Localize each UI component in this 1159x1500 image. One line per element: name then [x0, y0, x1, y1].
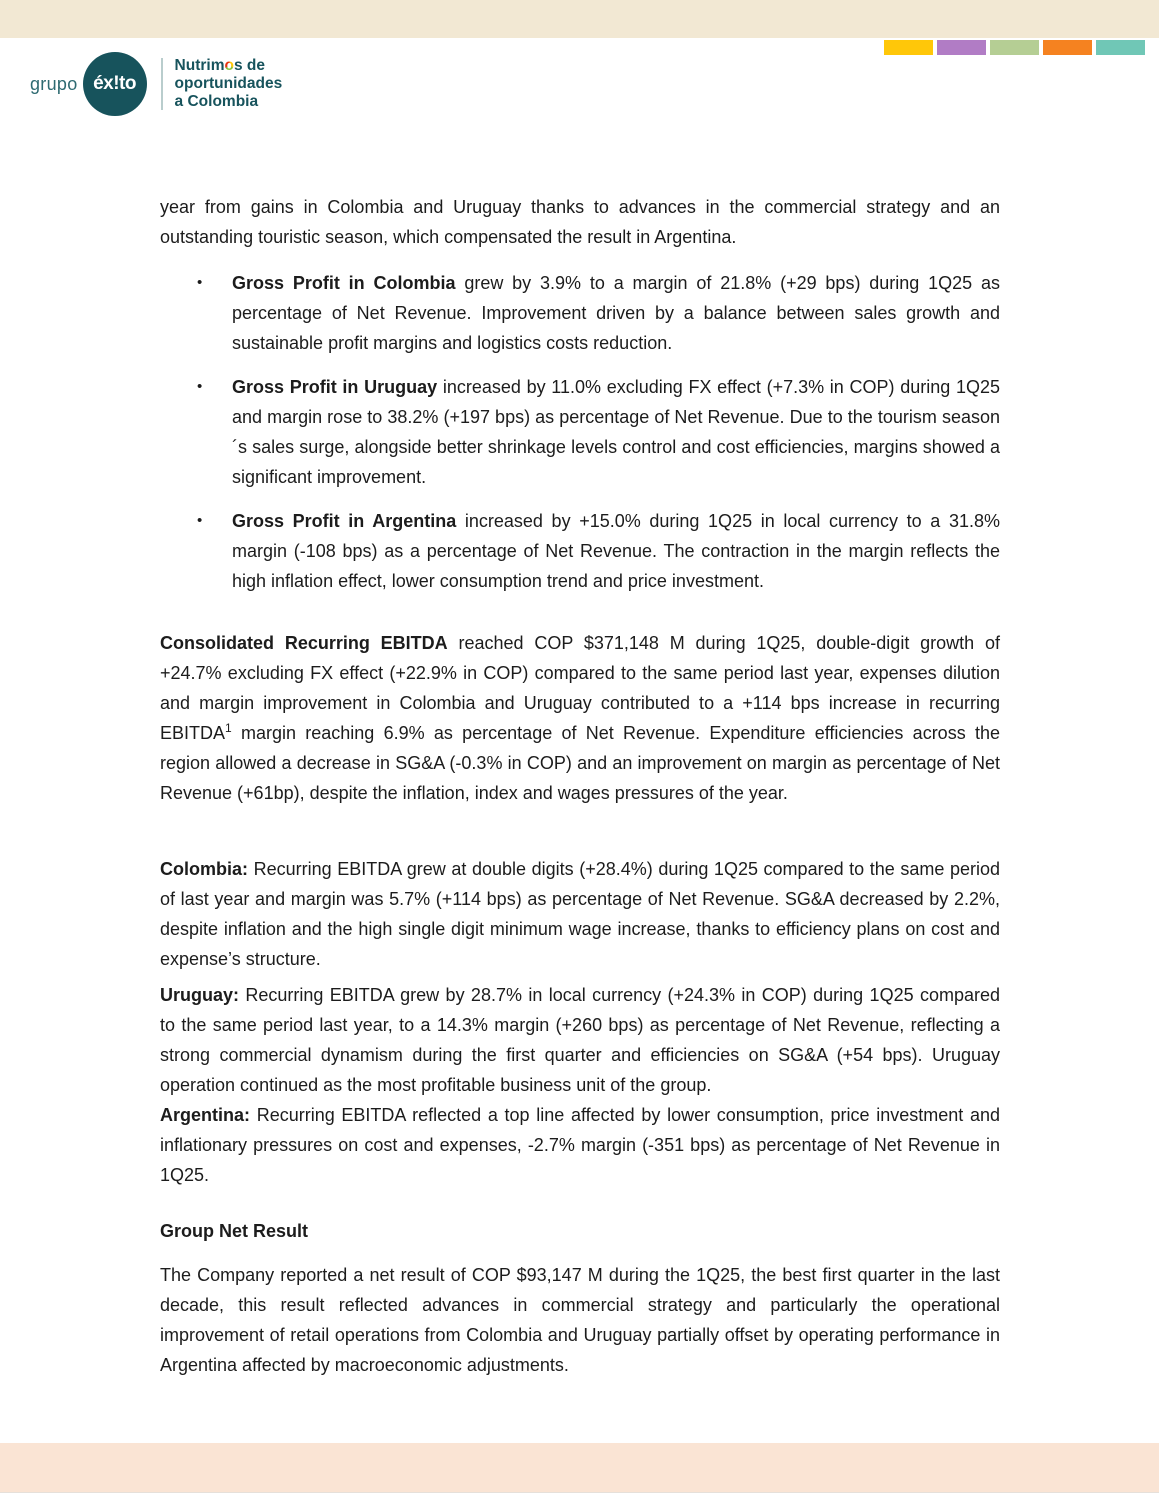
bullet-body-text: increased by +15.0% during 1Q25 in local currency to a 31.8% margin (-108 bps) as a percentage of Net Revenue. The contraction in the margin reflects the high inflation effect, lower consumption trend and price investment. [232, 511, 1000, 591]
report-body [160, 192, 1000, 1380]
top-accent-bar [0, 0, 1159, 38]
colombia-ebitda-paragraph [160, 854, 1000, 974]
paragraph-text: Recurring EBITDA reflected a top line affected by lower consumption, price investment and inflationary pressures on cost and expenses, -2.7% margin (-351 bps) as percentage of Net Revenue in 1Q25. [160, 1105, 1000, 1185]
bullet-bold-lead: Gross Profit in Colombia [232, 273, 456, 293]
bullet-gross-profit-uruguay [160, 372, 1000, 492]
paragraph-bold-lead: Consolidated Recurring EBITDA [160, 633, 448, 653]
paragraph-bold-lead: Uruguay: [160, 985, 240, 1005]
bullet-gross-profit-colombia [160, 268, 1000, 358]
logo-grupo-text: grupo [30, 73, 78, 94]
argentina-ebitda-paragraph [160, 1100, 1000, 1190]
exito-logo-text: éx!to [93, 73, 136, 94]
tagline-line-1-pre: Nutrim [174, 57, 225, 74]
tagline-line-1-post: s de [233, 57, 265, 74]
accent-block-green [990, 40, 1039, 55]
accent-block-teal [1096, 40, 1145, 55]
uruguay-ebitda-paragraph [160, 980, 1000, 1100]
footnote-superscript: 1 [225, 721, 232, 735]
accent-blocks [884, 40, 1145, 55]
paragraph-text: reached COP $371,148 M during 1Q25, double-digit growth of +24.7% excluding FX effect (+22.9% in COP) compared to the same period last year, expenses dilution and margin improvement in Colombia and Uruguay contributed to a +114 bps increase in recurring EBITDA [160, 633, 1000, 743]
bullet-marker: • [197, 512, 203, 529]
paragraph-bold-lead: Argentina: [160, 1105, 250, 1125]
accent-block-purple [937, 40, 986, 55]
paragraph-text: Recurring EBITDA grew at double digits (+28.4%) during 1Q25 compared to the same period of last year and margin was 5.7% (+114 bps) as percentage of Net Revenue. SG&A decreased by 2.2%, despite inflation and the high single digit minimum wage increase, thanks to efficiency plans on cost and expense’s structure. [160, 859, 1000, 969]
brand-multicolor-o: o [224, 57, 234, 74]
group-net-result-paragraph: The Company reported a net result of COP $93,147 M during the 1Q25, the best first quarter in the last decade, this result reflected advances in commercial strategy and particularly the operational improvement of retail operations from Colombia and Uruguay partially offset by operating performance in Argentina affected by macroeconomic adjustments. [160, 1265, 1000, 1375]
logo-tagline [175, 57, 283, 111]
tagline-line-2: oportunidades [174, 75, 283, 92]
logo-divider [161, 58, 163, 110]
group-net-result-heading: Group Net Result [160, 1221, 309, 1241]
bullet-text [232, 506, 1000, 596]
consolidated-ebitda-paragraph [160, 628, 1000, 808]
bullet-bold-lead: Gross Profit in Uruguay [232, 377, 438, 397]
exito-logo-circle [83, 52, 147, 116]
paragraph-text: Recurring EBITDA grew by 28.7% in local currency (+24.3% in COP) during 1Q25 compared to the same period last year, to a 14.3% margin (+260 bps) as percentage of Net Revenue, reflecting a strong commercial dynamism during the first quarter and efficiencies on SG&A (+54 bps). Uruguay operation continued as the most profitable business unit of the group. [160, 985, 1000, 1095]
bullet-text [232, 268, 1000, 358]
tagline-line-3: a Colombia [174, 93, 259, 110]
bullet-gross-profit-argentina [160, 506, 1000, 596]
bullet-body-text: grew by 3.9% to a margin of 21.8% (+29 bps) during 1Q25 as percentage of Net Revenue. Improvement driven by a balance between sales growth and sustainable profit margins and logistics costs reduction. [232, 273, 1000, 353]
accent-block-yellow [884, 40, 933, 55]
bullet-body-text: increased by 11.0% excluding FX effect (+7.3% in COP) during 1Q25 and margin rose to 38.2% (+197 bps) as percentage of Net Revenue. Due to the tourism season´s sales surge, alongside better shrinkage levels control and cost efficiencies, margins showed a significant improvement. [232, 377, 1000, 487]
accent-block-orange [1043, 40, 1092, 55]
bullet-marker: • [197, 274, 203, 291]
bullet-bold-lead: Gross Profit in Argentina [232, 511, 457, 531]
intro-paragraph: year from gains in Colombia and Uruguay thanks to advances in the commercial strategy and an outstanding touristic season, which compensated the result in Argentina. [160, 197, 1000, 247]
grupo-exito-logo [30, 52, 282, 116]
footer-bar [0, 1443, 1159, 1493]
tagline-line-1 [175, 57, 283, 75]
bullet-text [232, 372, 1000, 492]
paragraph-bold-lead: Colombia: [160, 859, 248, 879]
paragraph-text: margin reaching 6.9% as percentage of Net Revenue. Expenditure efficiencies across the region allowed a decrease in SG&A (-0.3% in COP) and an improvement on margin as percentage of Net Revenue (+61bp), despite the inflation, index and wages pressures of the year. [160, 723, 1000, 803]
bullet-marker: • [197, 378, 203, 395]
